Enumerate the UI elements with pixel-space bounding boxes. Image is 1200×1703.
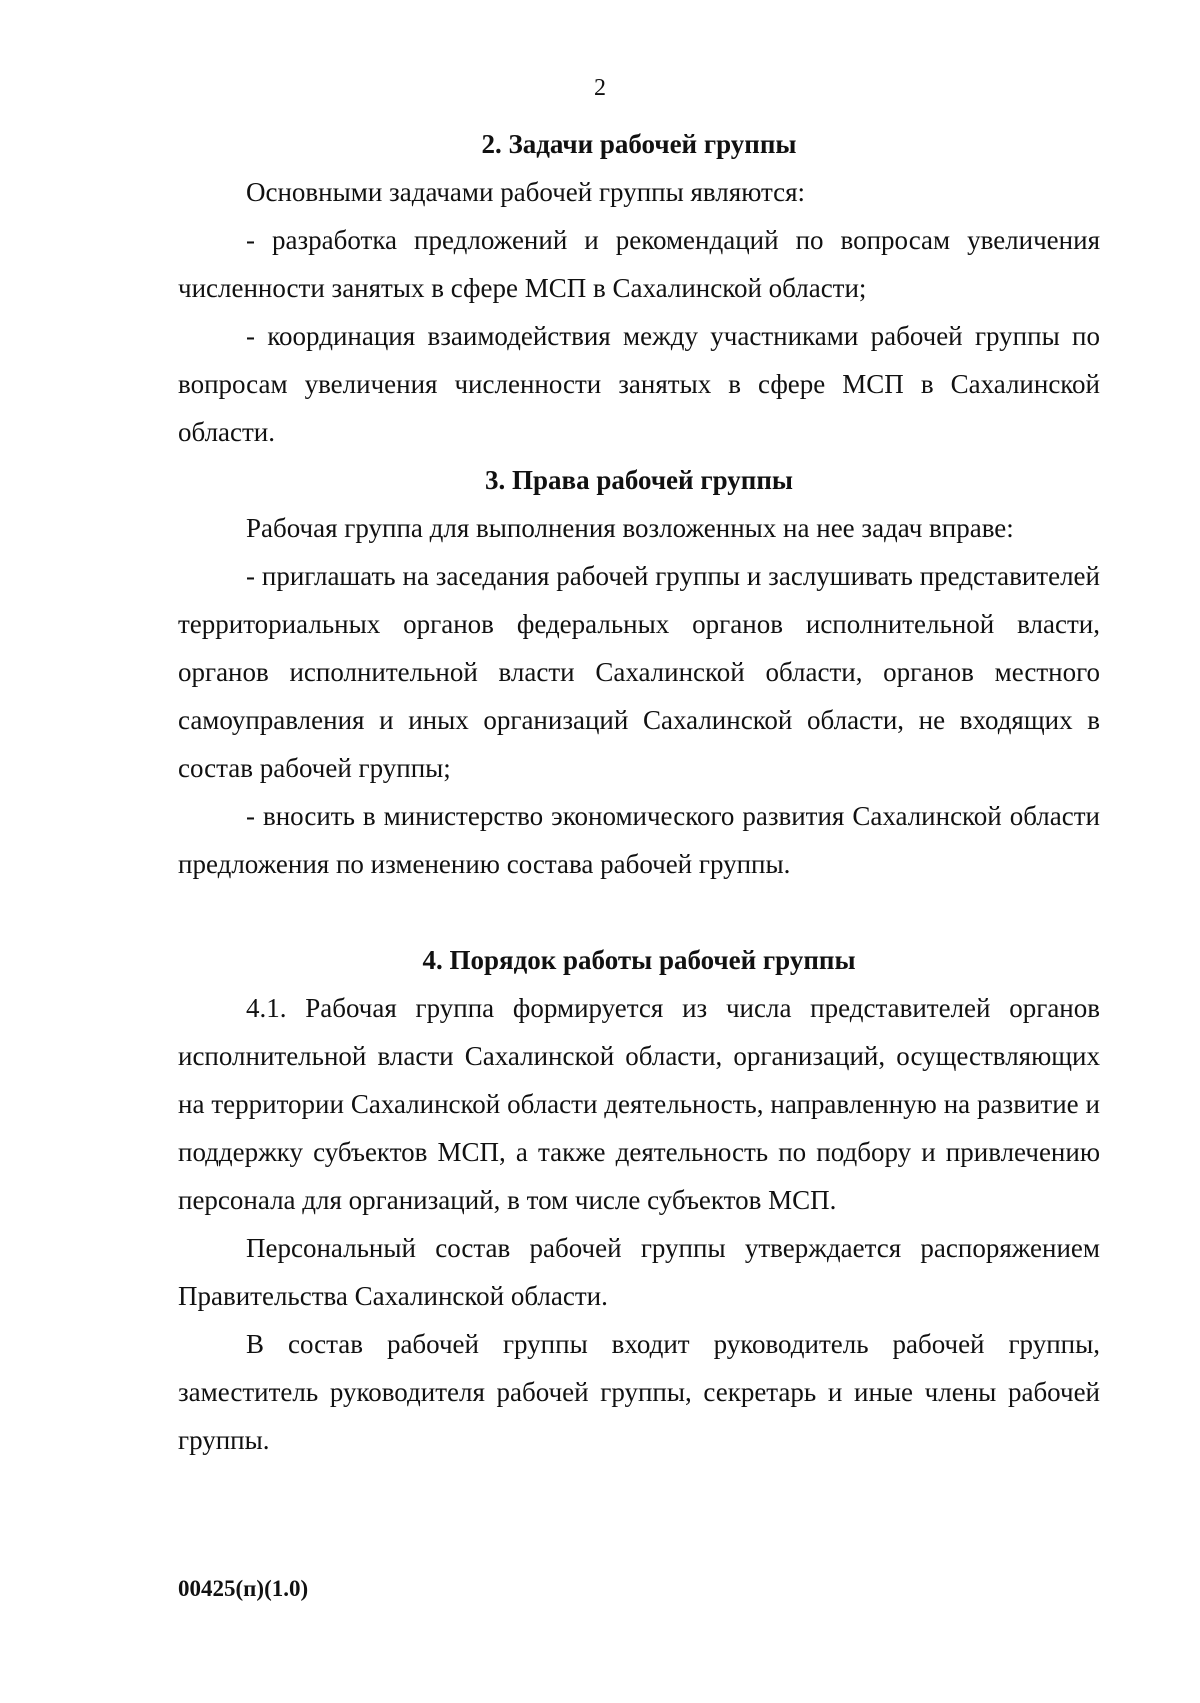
section-heading: 4. Порядок работы рабочей группы xyxy=(422,945,856,975)
page-number: 2 xyxy=(594,75,606,101)
section-spacer xyxy=(178,888,1100,936)
section-procedure xyxy=(178,936,1100,1464)
paragraph: - вносить в министерство экономического развития Сахалинской области предложения по изменению состава рабочей группы. xyxy=(178,801,1100,879)
section-rights xyxy=(178,456,1100,888)
paragraph: В состав рабочей группы входит руководитель рабочей группы, заместитель руководителя рабочей группы, секретарь и иные члены рабочей группы. xyxy=(178,1329,1100,1455)
paragraph: - координация взаимодействия между участниками рабочей группы по вопросам увеличения численности занятых в сфере МСП в Сахалинской области. xyxy=(178,321,1100,447)
document-code: 00425(п)(1.0) xyxy=(178,1576,309,1601)
section-heading: 3. Права рабочей группы xyxy=(485,465,793,495)
paragraph: - разработка предложений и рекомендаций по вопросам увеличения численности занятых в сфере МСП в Сахалинской области; xyxy=(178,225,1100,303)
section-heading: 2. Задачи рабочей группы xyxy=(481,129,797,159)
document-body xyxy=(178,120,1100,1464)
section-tasks xyxy=(178,120,1100,456)
paragraph: Основными задачами рабочей группы являются: xyxy=(246,177,806,207)
paragraph: 4.1. Рабочая группа формируется из числа представителей органов исполнительной власти Сахалинской области, организаций, осуществляющих на территории Сахалинской области деятельность, направленную на развитие и поддержку субъектов МСП, а также деятельность по подбору и привлечению персонала для организаций, в том числе субъектов МСП. xyxy=(178,993,1100,1215)
paragraph: - приглашать на заседания рабочей группы и заслушивать представителей территориальных органов федеральных органов исполнительной власти, органов исполнительной власти Сахалинской области, органов местного самоуправления и иных организаций Сахалинской области, не входящих в состав рабочей группы; xyxy=(178,561,1100,783)
paragraph: Рабочая группа для выполнения возложенных на нее задач вправе: xyxy=(246,513,1014,543)
paragraph: Персональный состав рабочей группы утверждается распоряжением Правительства Сахалинской области. xyxy=(178,1233,1100,1311)
